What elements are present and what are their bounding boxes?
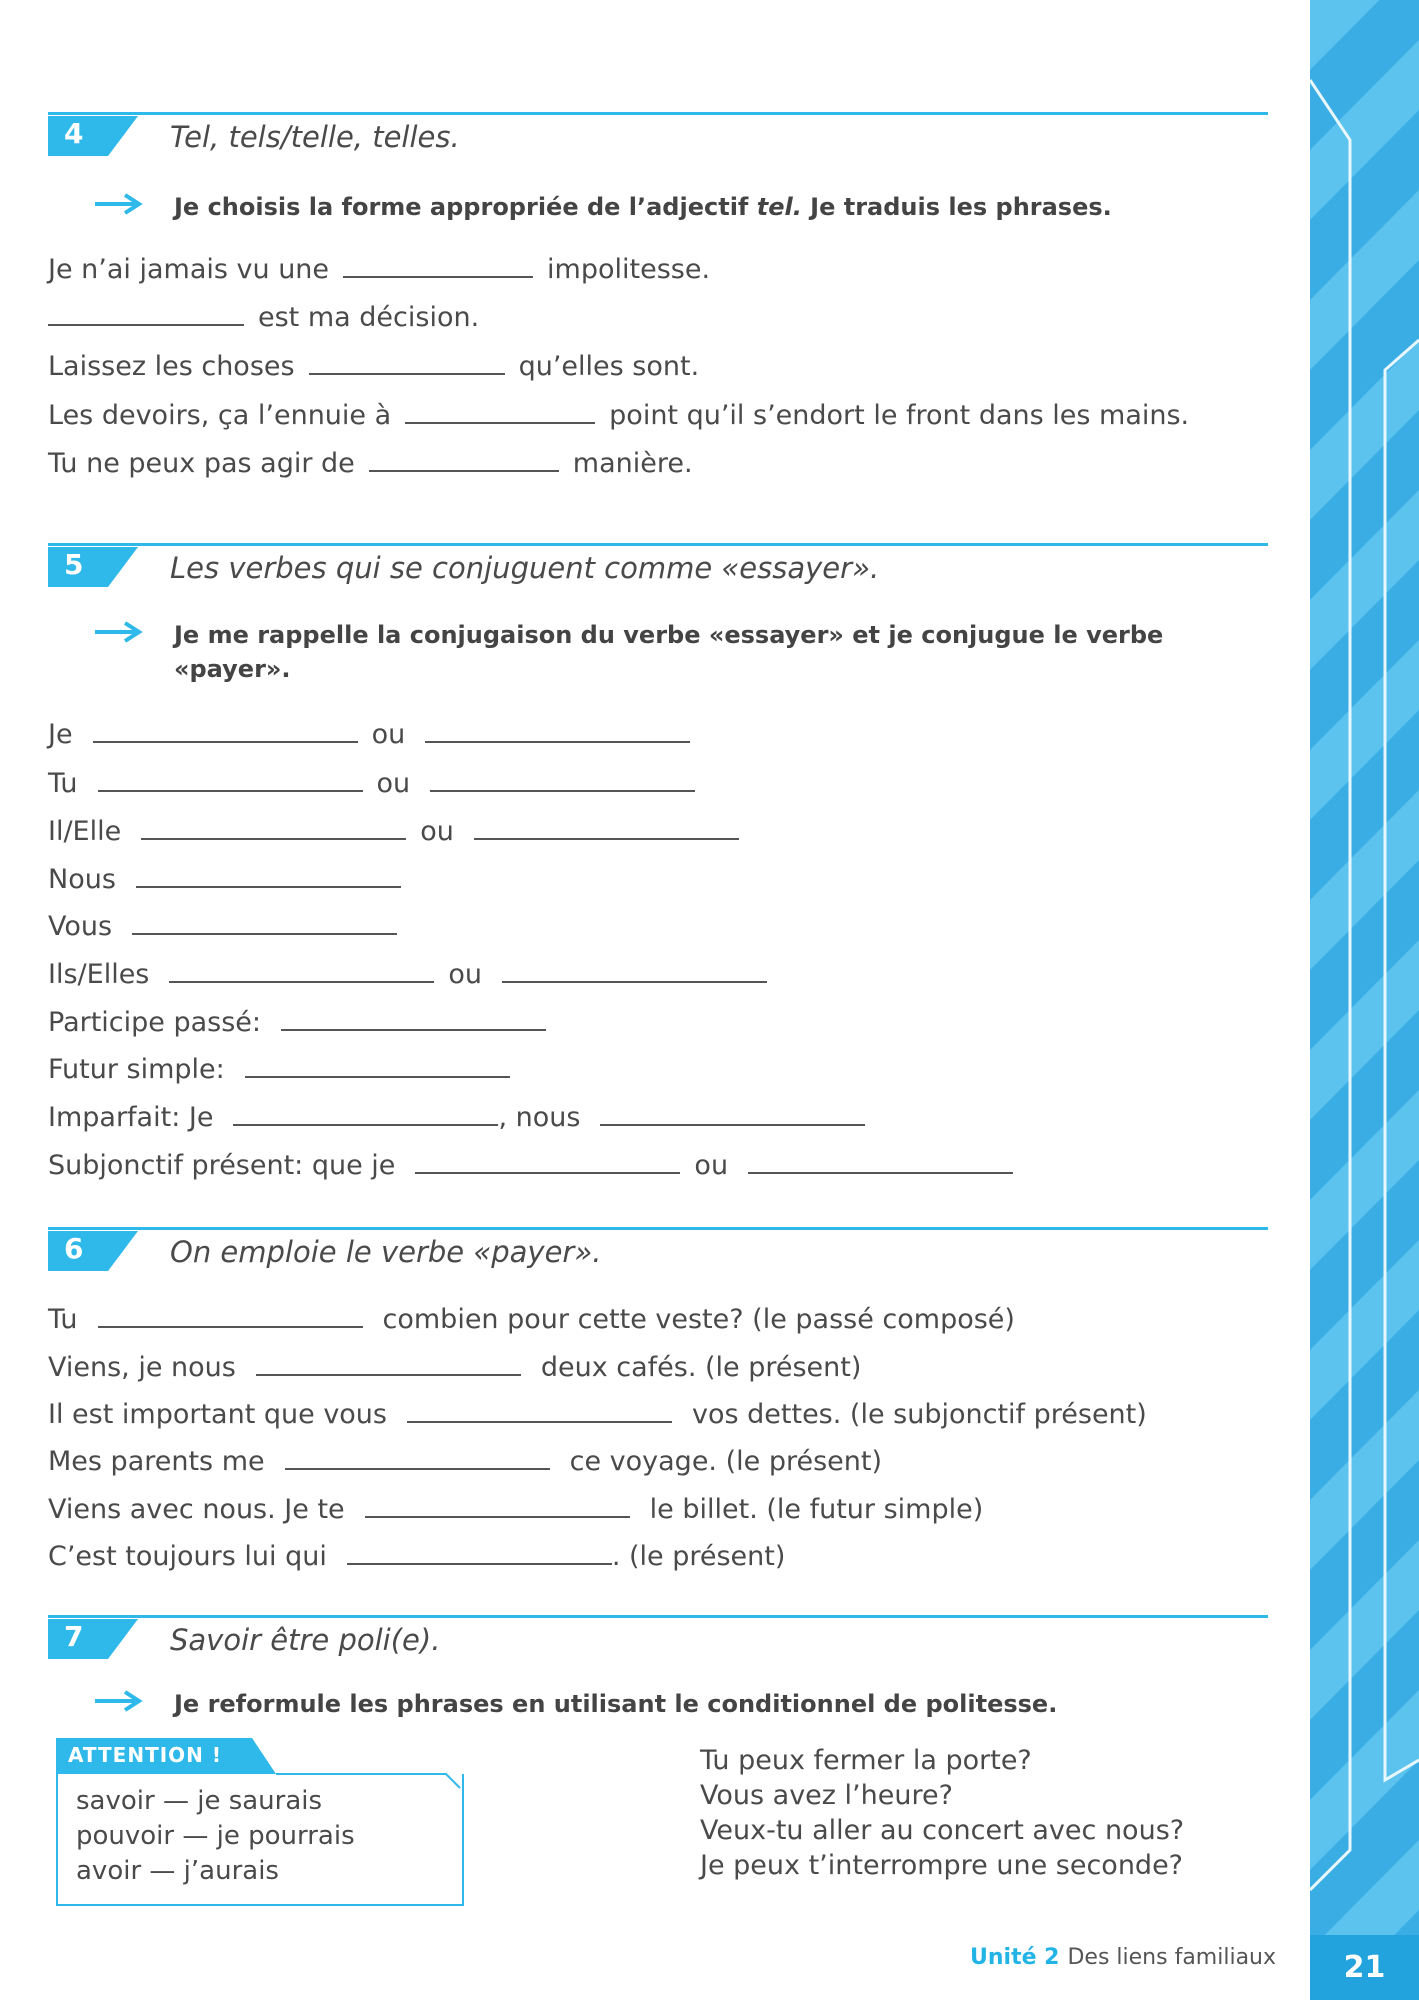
answer-blank[interactable]: [132, 909, 397, 935]
exercise-line: Il est important que vous vos dettes. (le subjonctif présent): [48, 1399, 1147, 1430]
conjugation-row: Ils/Elles ou: [48, 957, 781, 993]
conjugation-row: Tu ou: [48, 766, 709, 802]
answer-blank[interactable]: [600, 1100, 865, 1126]
exercise-number-badge: [48, 547, 138, 587]
answer-blank[interactable]: [136, 862, 401, 888]
exercise-6-header: [48, 1227, 1268, 1277]
answer-blank[interactable]: [48, 300, 244, 326]
conjugation-row: Participe passé:: [48, 1005, 560, 1041]
exercise-number: 7: [64, 1620, 84, 1653]
polite-question: Je peux t’interrompre une seconde?: [700, 1850, 1184, 1881]
exercise-number: 5: [64, 548, 84, 581]
answer-blank[interactable]: [474, 814, 739, 840]
attention-item: avoir — j’aurais: [76, 1856, 279, 1886]
attention-corner: [56, 1738, 464, 1908]
answer-blank[interactable]: [347, 1539, 612, 1565]
answer-blank[interactable]: [309, 349, 505, 375]
section-rule: [48, 1615, 1268, 1618]
exercise-4-header: [48, 112, 1268, 162]
unit-label: Unité 2: [970, 1945, 1060, 1970]
exercise-5-header: [48, 543, 1268, 593]
exercise-number-badge: [48, 1619, 138, 1659]
exercise-line: C’est toujours lui qui . (le présent): [48, 1541, 786, 1572]
answer-blank[interactable]: [285, 1444, 550, 1470]
section-rule: [48, 112, 1268, 115]
answer-blank[interactable]: [141, 814, 406, 840]
section-rule: [48, 1227, 1268, 1230]
exercise-number-badge: [48, 116, 138, 156]
exercise-line: Je n’ai jamais vu une impolitesse.: [48, 254, 711, 285]
answer-blank[interactable]: [281, 1005, 546, 1031]
answer-blank[interactable]: [405, 398, 595, 424]
conjugation-row: Futur simple:: [48, 1052, 524, 1088]
exercise-line: Viens avec nous. Je te le billet. (le futur simple): [48, 1494, 984, 1525]
answer-blank[interactable]: [425, 717, 690, 743]
attention-box: [56, 1738, 464, 1908]
exercise-number: 4: [64, 117, 84, 150]
answer-blank[interactable]: [415, 1148, 680, 1174]
exercise-line: Laissez les choses qu’elles sont.: [48, 351, 700, 382]
exercise-title: On emploie le verbe «payer».: [170, 1235, 602, 1269]
arrow-right-icon: [95, 192, 145, 216]
answer-blank[interactable]: [169, 957, 434, 983]
unit-title: Des liens familiaux: [1067, 1945, 1277, 1970]
arrow-right-icon: [95, 1689, 145, 1713]
answer-blank[interactable]: [93, 717, 358, 743]
attention-item: savoir — je saurais: [76, 1786, 323, 1816]
conjugation-row: Il/Elle ou: [48, 814, 753, 850]
answer-blank[interactable]: [502, 957, 767, 983]
section-rule: [48, 543, 1268, 546]
answer-blank[interactable]: [748, 1148, 1013, 1174]
exercise-7-instruction: Je reformule les phrases en utilisant le conditionnel de politesse.: [95, 1687, 1275, 1721]
exercise-title: Tel, tels/telle, telles.: [170, 120, 460, 154]
page-number: 21: [1310, 1935, 1419, 2000]
polite-question: Veux-tu aller au concert avec nous?: [700, 1815, 1185, 1846]
exercise-line: Viens, je nous deux cafés. (le présent): [48, 1352, 862, 1383]
answer-blank[interactable]: [365, 1492, 630, 1518]
conjugation-row: Subjonctif présent: que je ou: [48, 1148, 1027, 1184]
exercise-number: 6: [64, 1232, 84, 1265]
conjugation-row: Imparfait: Je , nous: [48, 1100, 879, 1136]
exercise-line: Mes parents me ce voyage. (le présent): [48, 1446, 882, 1477]
exercise-4-instruction: Je choisis la forme appropriée de l’adjectif tel. Je traduis les phrases.: [95, 190, 1275, 224]
answer-blank[interactable]: [98, 1302, 363, 1328]
exercise-line: est ma décision.: [48, 300, 479, 336]
answer-blank[interactable]: [343, 252, 533, 278]
conjugation-row: Nous: [48, 862, 415, 898]
answer-blank[interactable]: [98, 766, 363, 792]
answer-blank[interactable]: [369, 446, 559, 472]
conjugation-row: Vous: [48, 909, 411, 945]
arrow-right-icon: [95, 620, 145, 644]
answer-blank[interactable]: [407, 1397, 672, 1423]
answer-blank[interactable]: [256, 1350, 521, 1376]
answer-blank[interactable]: [430, 766, 695, 792]
exercise-line: Tu combien pour cette veste? (le passé composé): [48, 1304, 1015, 1335]
exercise-5-instruction: Je me rappelle la conjugaison du verbe «essayer» et je conjugue le verbe «payer».: [95, 618, 1275, 686]
decorative-sidebar: [1310, 0, 1419, 2000]
answer-blank[interactable]: [233, 1100, 498, 1126]
exercise-number-badge: [48, 1231, 138, 1271]
polite-question: Vous avez l’heure?: [700, 1780, 953, 1811]
page-footer: [970, 1945, 1276, 1970]
exercise-title: Savoir être poli(e).: [170, 1623, 441, 1657]
conjugation-row: Je ou: [48, 717, 704, 753]
answer-blank[interactable]: [245, 1052, 510, 1078]
attention-item: pouvoir — je pourrais: [76, 1821, 355, 1851]
exercise-line: Tu ne peux pas agir de manière.: [48, 448, 693, 479]
attention-label: ATTENTION !: [68, 1743, 222, 1767]
exercise-7-header: [48, 1615, 1268, 1665]
exercise-title: Les verbes qui se conjuguent comme «essayer».: [170, 551, 880, 585]
exercise-line: Les devoirs, ça l’ennuie à point qu’il s’endort le front dans les mains.: [48, 400, 1190, 431]
polite-question: Tu peux fermer la porte?: [700, 1745, 1032, 1776]
